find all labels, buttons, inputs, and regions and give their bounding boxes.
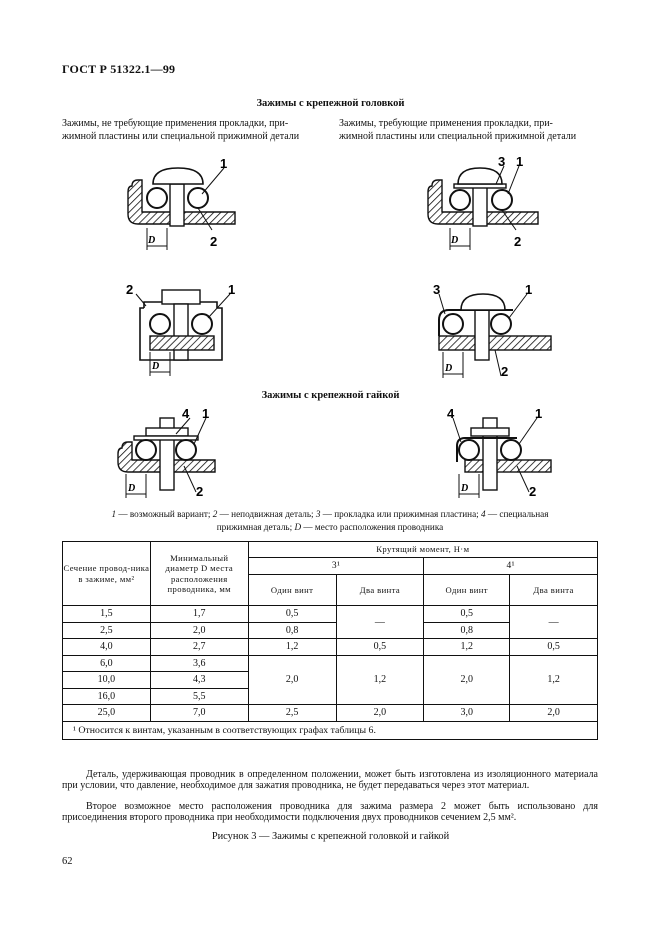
table-row — [63, 655, 598, 672]
conductor-circle — [150, 314, 170, 334]
page-number: 62 — [62, 856, 73, 867]
legend-text: — возможный вариант; — [116, 509, 213, 519]
cell-diameter: 2,0 — [150, 622, 248, 639]
left-text-line: жимной пластины или специальной прижимной детали — [62, 130, 300, 142]
header-group-3: 3¹ — [248, 558, 424, 575]
callout-1: 1 — [535, 406, 543, 421]
callout-4: 4 — [182, 406, 190, 421]
cell-torque: 1,2 — [510, 655, 598, 705]
callout-1: 1 — [516, 154, 524, 169]
table-footnote-row — [63, 721, 598, 739]
screw-shank — [473, 184, 487, 226]
nut — [471, 428, 509, 436]
cell-torque: 0,5 — [510, 639, 598, 656]
screw-shank — [475, 310, 489, 360]
cell-torque: 0,8 — [248, 622, 336, 639]
cell-section: 4,0 — [63, 639, 151, 656]
callout-2: 2 — [529, 484, 537, 499]
cell-diameter: 2,7 — [150, 639, 248, 656]
cell-section: 16,0 — [63, 688, 151, 705]
screw-head — [461, 294, 505, 310]
leader-line — [519, 418, 537, 444]
header-one-screw: Один винт — [248, 575, 336, 606]
cell-torque: 0,5 — [424, 606, 510, 623]
callout-d: D — [128, 483, 136, 494]
cell-torque: 0,5 — [336, 639, 424, 656]
header-group-4: 4¹ — [424, 558, 598, 575]
callout-2: 2 — [126, 282, 134, 297]
legend-text: — место расположения проводника — [301, 521, 444, 532]
conductor-circle — [450, 190, 470, 210]
cell-diameter: 3,6 — [150, 655, 248, 672]
paragraph-second-conductor — [62, 801, 598, 823]
callout-1: 1 — [220, 156, 228, 171]
callout-1: 1 — [202, 406, 210, 421]
cell-torque: 0,8 — [424, 622, 510, 639]
table-row — [63, 705, 598, 722]
paragraph-text: Деталь, удерживающая проводник в определенном положении, может быть изготовлена из изоляционного материала при условии, что давление, необходимое для зажатия проводника, не будет передаваться через этот материал. — [62, 769, 598, 792]
conductor-circle-alt — [501, 440, 521, 460]
cell-torque: 3,0 — [424, 705, 510, 722]
legend-num: 4 — [481, 509, 486, 519]
cell-torque: — — [336, 606, 424, 639]
cell-section: 6,0 — [63, 655, 151, 672]
cell-torque: 0,5 — [248, 606, 336, 623]
legend-num: 2 — [212, 509, 218, 519]
callout-2: 2 — [196, 484, 204, 499]
conductor-circle-alt — [176, 440, 196, 460]
screw-head — [153, 168, 203, 184]
table-footnote: ¹ Относится к винтам, указанным в соответствующих графах таблицы 6. — [63, 721, 598, 739]
cell-torque: 2,0 — [336, 705, 424, 722]
cell-section: 2,5 — [63, 622, 151, 639]
callout-2: 2 — [501, 364, 509, 379]
figure-screw-head-with-washer — [420, 150, 550, 260]
paragraph-text: Второе возможное место расположения проводника для зажима размера 2 может быть использовано для присоединения второго проводника при необходимости подключения двух проводников сечением 2,5 мм². — [62, 801, 598, 824]
fixed-part-shape — [150, 336, 214, 350]
legend-text: — неподвижная деталь; — [217, 509, 316, 519]
left-text-line: Зажимы, не требующие применения прокладки, при- — [62, 118, 289, 129]
figure-caption: Рисунок 3 — Зажимы с крепежной головкой и гайкой — [211, 831, 450, 842]
header-min-diameter-line: Минимальный — [170, 552, 229, 563]
cell-torque: 2,0 — [510, 705, 598, 722]
figure-nut-special-part — [110, 402, 240, 502]
right-text-line: Зажимы, требующие применения прокладки, при- — [339, 118, 553, 129]
legend-text: — прокладка или прижимная пластина; — [320, 509, 482, 519]
figure-washer-plate — [425, 280, 565, 385]
cell-diameter: 7,0 — [150, 705, 248, 722]
cell-torque: 1,2 — [336, 655, 424, 705]
right-column-description — [339, 118, 599, 143]
conductor-circle-alt — [492, 190, 512, 210]
cell-section: 10,0 — [63, 672, 151, 689]
leader-line — [208, 294, 230, 318]
header-one-screw: Один винт — [424, 575, 510, 606]
leader-line — [508, 166, 519, 194]
header-section: Сечение провод-ника в зажиме, мм² — [63, 542, 151, 606]
cell-torque: 2,0 — [424, 655, 510, 705]
torque-table — [62, 541, 598, 740]
fixed-part-shape — [465, 460, 551, 472]
table-row — [63, 606, 598, 623]
callout-d: D — [451, 235, 459, 246]
cell-torque: 1,2 — [248, 639, 336, 656]
legend-text: — специальная — [485, 509, 549, 519]
paragraph-insulating-material — [62, 769, 598, 791]
screw-shank — [174, 304, 188, 360]
leader-line — [194, 418, 206, 444]
legend-num: D — [294, 521, 302, 532]
header-min-diameter-line: расположения проводника, мм — [167, 573, 231, 594]
cell-torque: 2,0 — [248, 655, 336, 705]
conductor-circle — [443, 314, 463, 334]
screw-head — [458, 168, 502, 184]
callout-3: 3 — [498, 154, 506, 169]
screw-shank — [170, 184, 184, 226]
cell-diameter: 5,5 — [150, 688, 248, 705]
conductor-circle — [147, 188, 167, 208]
table-row — [63, 639, 598, 656]
right-text-line: жимной пластины или специальной прижимной детали — [339, 130, 577, 142]
cell-torque: 1,2 — [424, 639, 510, 656]
left-column-description — [62, 118, 324, 143]
cell-diameter: 1,7 — [150, 606, 248, 623]
callout-4: 4 — [447, 406, 455, 421]
section-title-nut: Зажимы с крепежной гайкой — [261, 390, 400, 401]
figure-nut-formed-part — [445, 402, 575, 502]
section-title-screw-head: Зажимы с крепежной головкой — [256, 98, 405, 109]
screw-head — [162, 290, 200, 304]
header-two-screws: Два винта — [510, 575, 598, 606]
cell-torque: 2,5 — [248, 705, 336, 722]
legend-text: прижимная деталь; — [216, 521, 295, 532]
nut — [146, 428, 188, 436]
header-min-diameter — [150, 542, 248, 606]
callout-d: D — [152, 361, 160, 372]
legend-num: 3 — [315, 509, 321, 519]
leader-line — [509, 294, 527, 318]
callout-d: D — [461, 483, 469, 494]
conductor-circle — [459, 440, 479, 460]
header-two-screws: Два винта — [336, 575, 424, 606]
leader-line — [136, 294, 146, 306]
callout-2: 2 — [514, 234, 522, 249]
legend-num: 1 — [111, 509, 117, 519]
conductor-circle-alt — [491, 314, 511, 334]
callout-3: 3 — [433, 282, 441, 297]
leader-line — [202, 168, 224, 194]
figure-clamp-frame — [122, 280, 252, 385]
leader-line — [453, 418, 461, 442]
conductor-circle — [136, 440, 156, 460]
cell-section: 25,0 — [63, 705, 151, 722]
cell-torque: — — [510, 606, 598, 639]
callout-d: D — [445, 363, 453, 374]
cell-section: 1,5 — [63, 606, 151, 623]
figure-screw-head-no-washer — [120, 150, 250, 260]
document-code: ГОСТ Р 51322.1—99 — [62, 62, 176, 76]
fixed-part-shape — [439, 336, 551, 350]
callout-d: D — [148, 235, 156, 246]
header-torque: Крутящий момент, Н·м — [248, 542, 597, 558]
callout-1: 1 — [228, 282, 236, 297]
cell-diameter: 4,3 — [150, 672, 248, 689]
figure-legend — [70, 508, 590, 533]
header-min-diameter-line: диаметр D места — [165, 563, 234, 573]
callout-2: 2 — [210, 234, 218, 249]
callout-1: 1 — [525, 282, 533, 297]
